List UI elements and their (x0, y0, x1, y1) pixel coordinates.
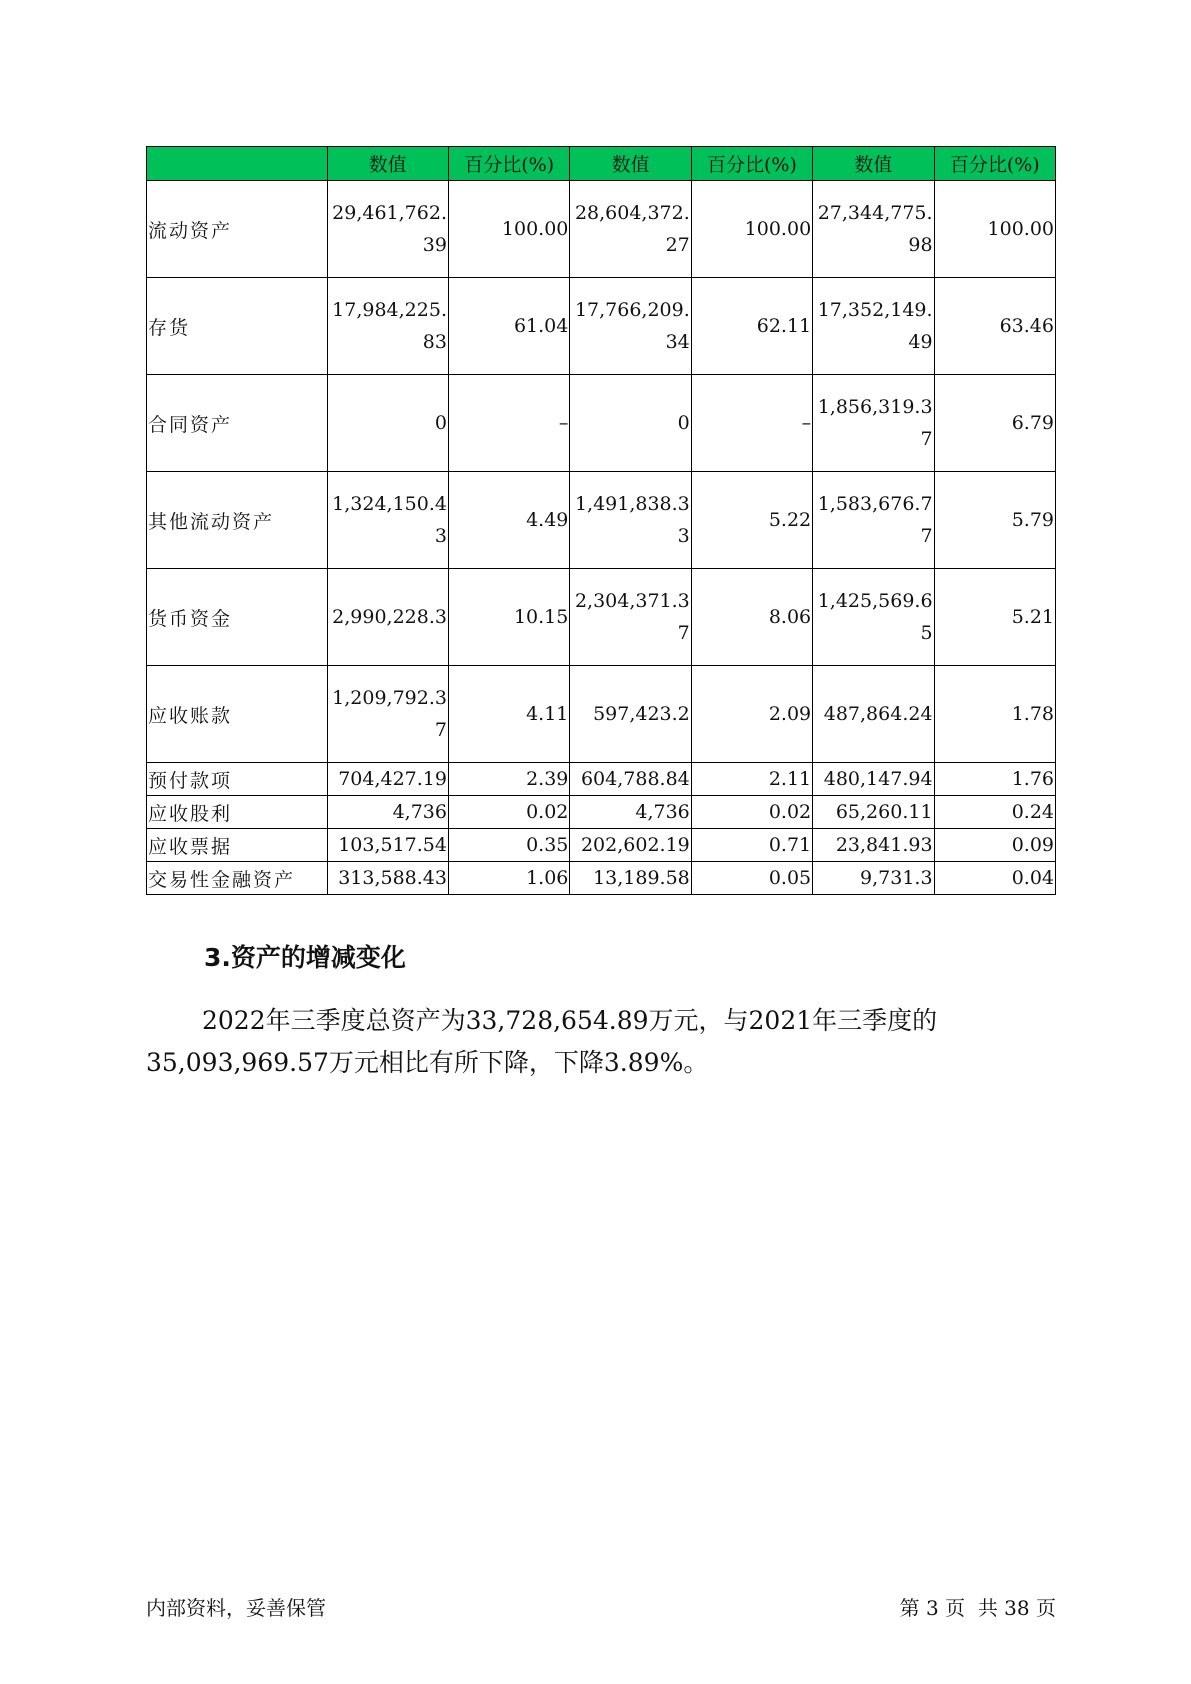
table-row (147, 829, 1056, 862)
value-cell: 4,736 (327, 796, 448, 829)
row-label: 应收股利 (147, 796, 328, 829)
percent-cell: 100.00 (448, 181, 569, 278)
row-label: 应收账款 (147, 666, 328, 763)
value-cell: 0 (570, 375, 691, 472)
value-cell: 480,147.94 (813, 763, 934, 796)
value-cell: 1,324,150.43 (327, 472, 448, 569)
table-row (147, 862, 1056, 895)
row-label: 预付款项 (147, 763, 328, 796)
percent-cell: 0.02 (691, 796, 812, 829)
table-row (147, 666, 1056, 763)
percent-cell: 1.76 (934, 763, 1055, 796)
value-cell: 103,517.54 (327, 829, 448, 862)
value-cell: 604,788.84 (570, 763, 691, 796)
row-label: 合同资产 (147, 375, 328, 472)
value-cell: 28,604,372.27 (570, 181, 691, 278)
percent-cell: 0.71 (691, 829, 812, 862)
value-cell: 17,766,209.34 (570, 278, 691, 375)
percent-cell: 62.11 (691, 278, 812, 375)
percent-cell: 4.49 (448, 472, 569, 569)
value-cell: 1,856,319.37 (813, 375, 934, 472)
percent-cell: 0.02 (448, 796, 569, 829)
table-row (147, 569, 1056, 666)
percent-cell: 100.00 (691, 181, 812, 278)
value-cell: 17,984,225.83 (327, 278, 448, 375)
percent-cell: 10.15 (448, 569, 569, 666)
value-cell: 704,427.19 (327, 763, 448, 796)
header-cell-value: 数值 (813, 147, 934, 181)
percent-cell: 5.21 (934, 569, 1055, 666)
value-cell: 487,864.24 (813, 666, 934, 763)
header-cell-value: 数值 (570, 147, 691, 181)
percent-cell: 8.06 (691, 569, 812, 666)
percent-cell: 2.09 (691, 666, 812, 763)
table-row (147, 763, 1056, 796)
percent-cell: 61.04 (448, 278, 569, 375)
table-row (147, 796, 1056, 829)
value-cell: 29,461,762.39 (327, 181, 448, 278)
row-label: 流动资产 (147, 181, 328, 278)
row-label: 存货 (147, 278, 328, 375)
value-cell: 0 (327, 375, 448, 472)
value-cell: 2,304,371.37 (570, 569, 691, 666)
percent-cell: 4.11 (448, 666, 569, 763)
header-cell-blank (147, 147, 328, 181)
value-cell: 23,841.93 (813, 829, 934, 862)
header-cell-percent: 百分比(%) (448, 147, 569, 181)
value-cell: 1,425,569.65 (813, 569, 934, 666)
percent-cell: 6.79 (934, 375, 1055, 472)
percent-cell: 2.39 (448, 763, 569, 796)
percent-cell: 2.11 (691, 763, 812, 796)
footer-page-number: 第 3 页 共 38 页 (899, 1596, 1056, 1620)
footer-confidential-note: 内部资料，妥善保管 (146, 1596, 326, 1620)
value-cell: 9,731.3 (813, 862, 934, 895)
percent-cell: 1.06 (448, 862, 569, 895)
value-cell: 1,583,676.77 (813, 472, 934, 569)
row-label: 应收票据 (147, 829, 328, 862)
percent-cell: 0.35 (448, 829, 569, 862)
percent-cell: 5.79 (934, 472, 1055, 569)
value-cell: 27,344,775.98 (813, 181, 934, 278)
header-cell-percent: 百分比(%) (691, 147, 812, 181)
row-label: 交易性金融资产 (147, 862, 328, 895)
value-cell: 202,602.19 (570, 829, 691, 862)
value-cell: 1,491,838.33 (570, 472, 691, 569)
value-cell: 2,990,228.3 (327, 569, 448, 666)
section-heading: 3.资产的增减变化 (204, 943, 406, 972)
percent-cell: 5.22 (691, 472, 812, 569)
value-cell: 1,209,792.37 (327, 666, 448, 763)
percent-cell: – (448, 375, 569, 472)
percent-cell: 100.00 (934, 181, 1055, 278)
value-cell: 17,352,149.49 (813, 278, 934, 375)
value-cell: 313,588.43 (327, 862, 448, 895)
percent-cell: 0.24 (934, 796, 1055, 829)
value-cell: 13,189.58 (570, 862, 691, 895)
header-cell-value: 数值 (327, 147, 448, 181)
percent-cell: 0.04 (934, 862, 1055, 895)
value-cell: 4,736 (570, 796, 691, 829)
percent-cell: 0.09 (934, 829, 1055, 862)
table-header-row (147, 147, 1056, 181)
value-cell: 65,260.11 (813, 796, 934, 829)
body-paragraph: 2022年三季度总资产为33,728,654.89万元，与2021年三季度的35,093,969.57万元相比有所下降，下降3.89%。 (146, 1006, 938, 1077)
table-row (147, 181, 1056, 278)
row-label: 货币资金 (147, 569, 328, 666)
percent-cell: – (691, 375, 812, 472)
table-row (147, 278, 1056, 375)
table-row (147, 375, 1056, 472)
row-label: 其他流动资产 (147, 472, 328, 569)
value-cell: 597,423.2 (570, 666, 691, 763)
table-row (147, 472, 1056, 569)
header-cell-percent: 百分比(%) (934, 147, 1055, 181)
percent-cell: 1.78 (934, 666, 1055, 763)
asset-structure-table (146, 146, 1056, 895)
percent-cell: 63.46 (934, 278, 1055, 375)
percent-cell: 0.05 (691, 862, 812, 895)
